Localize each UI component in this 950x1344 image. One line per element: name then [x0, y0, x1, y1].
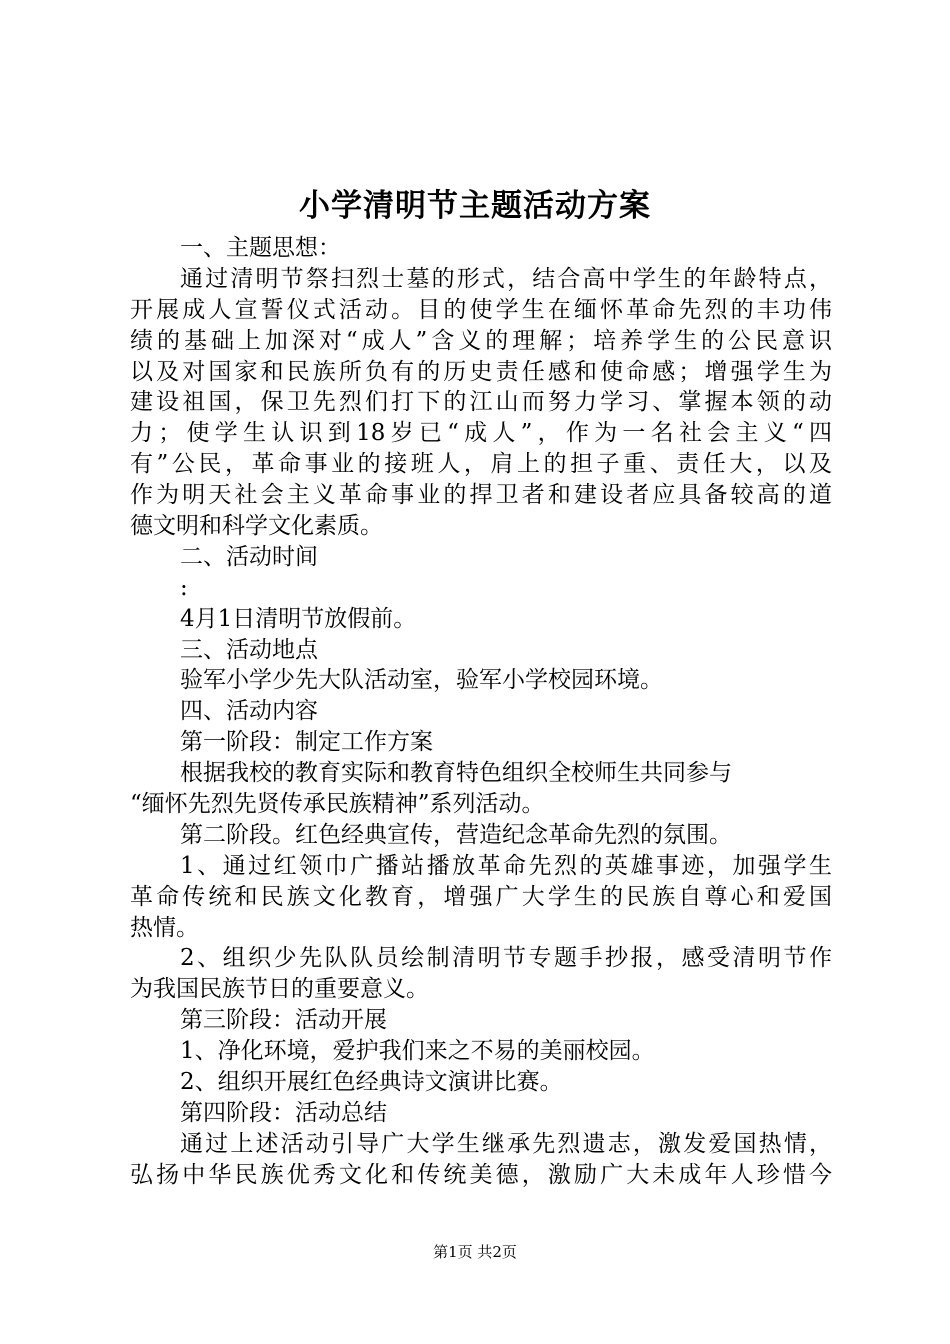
text-line: 热情。 [130, 914, 199, 941]
text-line: 弘扬中华民族优秀文化和传统美德，激励广大未成年人珍惜今 [130, 1161, 832, 1188]
text-line: 4月1日清明节放假前。 [180, 605, 417, 632]
text-line: 根据我校的教育实际和教育特色组织全校师生共同参与 [180, 760, 732, 787]
text-line: 作为明天社会主义革命事业的捍卫者和建设者应具备较高的道 [130, 482, 832, 509]
text-line: 三、活动地点 [180, 636, 318, 663]
text-line: 第三阶段：活动开展 [180, 1007, 387, 1034]
text-line: : [180, 574, 188, 601]
text-line: 德文明和科学文化素质。 [130, 513, 383, 540]
page-footer: 第1页 共2页 [433, 1243, 517, 1261]
text-line: 1、通过红领巾广播站播放革命先烈的英雄事迹，加强学生 [180, 852, 832, 879]
text-line: 通过清明节祭扫烈士墓的形式，结合高中学生的年龄特点， [180, 265, 832, 292]
text-line: 革命传统和民族文化教育，增强广大学生的民族自尊心和爱国 [130, 883, 832, 910]
text-line: 第一阶段：制定工作方案 [180, 729, 433, 756]
text-line: 1、净化环境，爱护我们来之不易的美丽校园。 [180, 1038, 655, 1065]
text-line: 验军小学少先大队活动室，验军小学校园环境。 [180, 667, 663, 694]
text-line: 通过上述活动引导广大学生继承先烈遗志，激发爱国热情， [180, 1130, 832, 1157]
page-title: 小学清明节主题活动方案 [299, 188, 651, 224]
text-line: 开展成人宣誓仪式活动。目的使学生在缅怀革命先烈的丰功伟 [130, 296, 832, 323]
text-line: 有”公民，革命事业的接班人，肩上的担子重、责任大，以及 [130, 451, 832, 478]
text-line: 二、活动时间 [180, 543, 318, 570]
text-line: 2、组织开展红色经典诗文演讲比赛。 [180, 1069, 563, 1096]
text-line: 第二阶段。红色经典宣传，营造纪念革命先烈的氛围。 [180, 821, 732, 848]
text-line: 2、组织少先队队员绘制清明节专题手抄报，感受清明节作 [180, 945, 832, 972]
text-line: 以及对国家和民族所负有的历史责任感和使命感；增强学生为 [130, 358, 832, 385]
text-line: 力；使学生认识到18岁已“成人”，作为一名社会主义“四 [130, 420, 832, 447]
text-line: 为我国民族节日的重要意义。 [130, 976, 429, 1003]
text-line: 一、主题思想： [180, 235, 341, 261]
text-line: 第四阶段：活动总结 [180, 1099, 387, 1126]
document-body [130, 233, 832, 1191]
text-line: 绩的基础上加深对“成人”含义的理解；培养学生的公民意识 [130, 327, 832, 354]
text-line: 四、活动内容 [180, 698, 318, 725]
text-line: 建设祖国，保卫先烈们打下的江山而努力学习、掌握本领的动 [130, 389, 832, 416]
text-line: “缅怀先烈先贤传承民族精神”系列活动。 [130, 791, 545, 818]
